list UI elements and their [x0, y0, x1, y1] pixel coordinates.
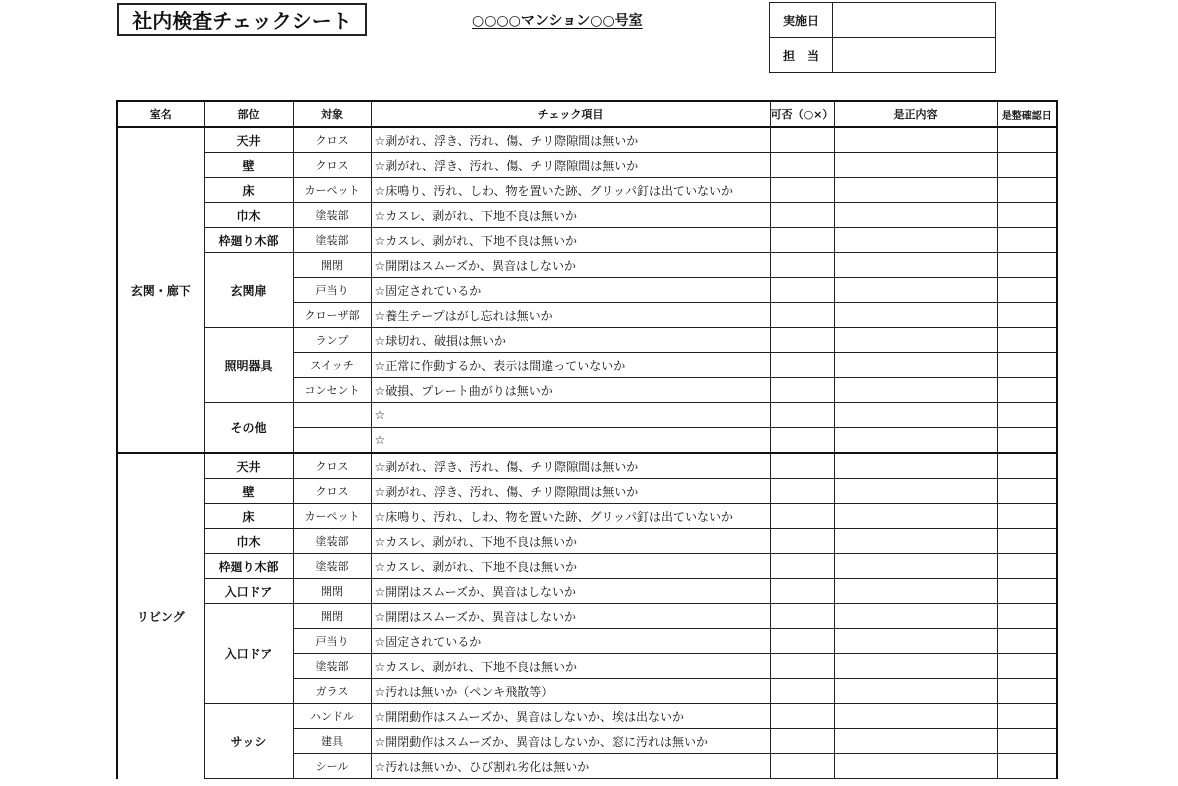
pass-fail-input[interactable]: [770, 203, 834, 228]
confirm-date-input[interactable]: [997, 554, 1057, 579]
correction-input[interactable]: [834, 178, 997, 203]
part-cell: その他: [204, 403, 293, 454]
correction-input[interactable]: [834, 253, 997, 278]
target-cell: 戸当り: [293, 278, 371, 303]
date-field[interactable]: [833, 3, 996, 38]
check-item-cell: ☆固定されているか: [371, 278, 770, 303]
target-cell: 建具: [293, 729, 371, 754]
check-item-cell[interactable]: ☆: [371, 428, 770, 454]
check-item-cell: ☆破損、プレート曲がりは無いか: [371, 378, 770, 403]
pass-fail-input[interactable]: [770, 278, 834, 303]
confirm-date-input[interactable]: [997, 579, 1057, 604]
table-row: [117, 554, 1057, 579]
pass-fail-input[interactable]: [770, 529, 834, 554]
table-row: [117, 127, 1057, 153]
confirm-date-input[interactable]: [997, 353, 1057, 378]
target-cell: クローザ部: [293, 303, 371, 328]
check-item-cell: ☆剥がれ、浮き、汚れ、傷、チリ際隙間は無いか: [371, 453, 770, 479]
part-cell: 天井: [204, 453, 293, 479]
check-item-cell: ☆養生テープはがし忘れは無いか: [371, 303, 770, 328]
table-row: [117, 228, 1057, 253]
check-item-cell: ☆カスレ、剥がれ、下地不良は無いか: [371, 203, 770, 228]
inspector-label: 担 当: [770, 38, 833, 73]
confirm-date-input[interactable]: [997, 378, 1057, 403]
col-header-correction: 是正内容: [834, 101, 997, 127]
confirm-date-input[interactable]: [997, 403, 1057, 428]
table-row: [117, 504, 1057, 529]
check-item-cell: ☆球切れ、破損は無いか: [371, 328, 770, 353]
part-cell: サッシ: [204, 704, 293, 779]
pass-fail-input[interactable]: [770, 428, 834, 454]
check-item-cell: ☆床鳴り、汚れ、しわ、物を置いた跡、グリッパ釘は出ていないか: [371, 504, 770, 529]
correction-input[interactable]: [834, 328, 997, 353]
target-cell: 開閉: [293, 579, 371, 604]
confirm-date-input[interactable]: [997, 654, 1057, 679]
part-cell: 床: [204, 504, 293, 529]
correction-input[interactable]: [834, 428, 997, 454]
target-cell: クロス: [293, 153, 371, 178]
table-row: [117, 479, 1057, 504]
pass-fail-input[interactable]: [770, 629, 834, 654]
pass-fail-input[interactable]: [770, 403, 834, 428]
col-header-part: 部位: [204, 101, 293, 127]
part-cell: 巾木: [204, 203, 293, 228]
table-row: [117, 579, 1057, 604]
page-title: 社内検査チェックシート: [117, 3, 367, 36]
table-row: [117, 453, 1057, 479]
check-item-cell: ☆開閉はスムーズか、異音はしないか: [371, 253, 770, 278]
check-item-cell: ☆開閉動作はスムーズか、異音はしないか、埃は出ないか: [371, 704, 770, 729]
confirm-date-input[interactable]: [997, 729, 1057, 754]
target-cell: ガラス: [293, 679, 371, 704]
check-item-cell[interactable]: ☆: [371, 403, 770, 428]
correction-input[interactable]: [834, 153, 997, 178]
correction-input[interactable]: [834, 529, 997, 554]
confirm-date-input[interactable]: [997, 203, 1057, 228]
confirm-date-input[interactable]: [997, 178, 1057, 203]
table-row: [117, 403, 1057, 428]
check-item-cell: ☆固定されているか: [371, 629, 770, 654]
col-header-target: 対象: [293, 101, 371, 127]
part-cell: 枠廻り木部: [204, 554, 293, 579]
check-item-cell: ☆カスレ、剥がれ、下地不良は無いか: [371, 228, 770, 253]
correction-input[interactable]: [834, 278, 997, 303]
pass-fail-input[interactable]: [770, 754, 834, 779]
part-cell: 照明器具: [204, 328, 293, 403]
part-cell: 床: [204, 178, 293, 203]
room-name-cell: 玄関・廊下: [117, 127, 204, 453]
confirm-date-input[interactable]: [997, 504, 1057, 529]
correction-input[interactable]: [834, 654, 997, 679]
part-cell: 天井: [204, 127, 293, 153]
inspection-table: [116, 100, 1058, 779]
target-cell: カーペット: [293, 178, 371, 203]
inspector-field[interactable]: [833, 38, 996, 73]
part-cell: 壁: [204, 153, 293, 178]
confirm-date-input[interactable]: [997, 629, 1057, 654]
table-row: [117, 604, 1057, 629]
property-name: ○○○○マンション○○号室: [472, 13, 643, 29]
check-item-cell: ☆剥がれ、浮き、汚れ、傷、チリ際隙間は無いか: [371, 127, 770, 153]
correction-input[interactable]: [834, 729, 997, 754]
target-cell: 戸当り: [293, 629, 371, 654]
pass-fail-input[interactable]: [770, 353, 834, 378]
target-cell: 塗装部: [293, 228, 371, 253]
confirm-date-input[interactable]: [997, 754, 1057, 779]
pass-fail-input[interactable]: [770, 554, 834, 579]
correction-input[interactable]: [834, 579, 997, 604]
col-header-confirm-date: 是整確認日: [997, 101, 1057, 127]
correction-input[interactable]: [834, 127, 997, 153]
inspection-info-box: [769, 2, 996, 73]
correction-input[interactable]: [834, 378, 997, 403]
date-label: 実施日: [770, 3, 833, 38]
table-row: [117, 203, 1057, 228]
target-cell: スイッチ: [293, 353, 371, 378]
check-item-cell: ☆剥がれ、浮き、汚れ、傷、チリ際隙間は無いか: [371, 153, 770, 178]
confirm-date-input[interactable]: [997, 428, 1057, 454]
correction-input[interactable]: [834, 679, 997, 704]
check-item-cell: ☆カスレ、剥がれ、下地不良は無いか: [371, 529, 770, 554]
target-cell: 塗装部: [293, 654, 371, 679]
pass-fail-input[interactable]: [770, 328, 834, 353]
correction-input[interactable]: [834, 303, 997, 328]
correction-input[interactable]: [834, 403, 997, 428]
pass-fail-input[interactable]: [770, 604, 834, 629]
pass-fail-input[interactable]: [770, 729, 834, 754]
correction-input[interactable]: [834, 479, 997, 504]
correction-input[interactable]: [834, 504, 997, 529]
part-cell: 枠廻り木部: [204, 228, 293, 253]
correction-input[interactable]: [834, 203, 997, 228]
check-item-cell: ☆正常に作動するか、表示は間違っていないか: [371, 353, 770, 378]
check-item-cell: ☆開閉はスムーズか、異音はしないか: [371, 579, 770, 604]
pass-fail-input[interactable]: [770, 479, 834, 504]
pass-fail-input[interactable]: [770, 654, 834, 679]
table-row: [117, 529, 1057, 554]
check-item-cell: ☆汚れは無いか（ペンキ飛散等）: [371, 679, 770, 704]
table-row: [117, 328, 1057, 353]
target-cell: カーペット: [293, 504, 371, 529]
part-cell: 巾木: [204, 529, 293, 554]
confirm-date-input[interactable]: [997, 228, 1057, 253]
check-item-cell: ☆カスレ、剥がれ、下地不良は無いか: [371, 654, 770, 679]
target-cell: 塗装部: [293, 554, 371, 579]
confirm-date-input[interactable]: [997, 253, 1057, 278]
col-header-check-item: チェック項目: [371, 101, 770, 127]
col-header-room: 室名: [117, 101, 204, 127]
target-cell: 塗装部: [293, 203, 371, 228]
target-cell: シール: [293, 754, 371, 779]
correction-input[interactable]: [834, 228, 997, 253]
correction-input[interactable]: [834, 604, 997, 629]
part-cell: 入口ドア: [204, 604, 293, 704]
correction-input[interactable]: [834, 453, 997, 479]
confirm-date-input[interactable]: [997, 328, 1057, 353]
target-cell: クロス: [293, 479, 371, 504]
check-item-cell: ☆剥がれ、浮き、汚れ、傷、チリ際隙間は無いか: [371, 479, 770, 504]
confirm-date-input[interactable]: [997, 704, 1057, 729]
confirm-date-input[interactable]: [997, 303, 1057, 328]
confirm-date-input[interactable]: [997, 153, 1057, 178]
check-item-cell: ☆床鳴り、汚れ、しわ、物を置いた跡、グリッパ釘は出ていないか: [371, 178, 770, 203]
target-cell: 開閉: [293, 253, 371, 278]
confirm-date-input[interactable]: [997, 453, 1057, 479]
target-cell: ランプ: [293, 328, 371, 353]
part-cell: 入口ドア: [204, 579, 293, 604]
pass-fail-input[interactable]: [770, 178, 834, 203]
target-cell: 塗装部: [293, 529, 371, 554]
confirm-date-input[interactable]: [997, 604, 1057, 629]
check-item-cell: ☆カスレ、剥がれ、下地不良は無いか: [371, 554, 770, 579]
pass-fail-input[interactable]: [770, 303, 834, 328]
confirm-date-input[interactable]: [997, 278, 1057, 303]
part-cell: 玄関扉: [204, 253, 293, 328]
room-name-cell: リビング: [117, 453, 204, 779]
table-row: [117, 253, 1057, 278]
table-row: [117, 178, 1057, 203]
target-cell[interactable]: [293, 428, 371, 454]
pass-fail-input[interactable]: [770, 127, 834, 153]
pass-fail-input[interactable]: [770, 153, 834, 178]
pass-fail-input[interactable]: [770, 579, 834, 604]
confirm-date-input[interactable]: [997, 529, 1057, 554]
correction-input[interactable]: [834, 353, 997, 378]
pass-fail-input[interactable]: [770, 228, 834, 253]
pass-fail-input[interactable]: [770, 679, 834, 704]
check-item-cell: ☆開閉動作はスムーズか、異音はしないか、窓に汚れは無いか: [371, 729, 770, 754]
check-item-cell: ☆汚れは無いか、ひび割れ劣化は無いか: [371, 754, 770, 779]
target-cell: 開閉: [293, 604, 371, 629]
target-cell: ハンドル: [293, 704, 371, 729]
check-item-cell: ☆開閉はスムーズか、異音はしないか: [371, 604, 770, 629]
table-header-row: [117, 101, 1057, 127]
pass-fail-input[interactable]: [770, 378, 834, 403]
correction-input[interactable]: [834, 554, 997, 579]
confirm-date-input[interactable]: [997, 127, 1057, 153]
pass-fail-input[interactable]: [770, 704, 834, 729]
part-cell: 壁: [204, 479, 293, 504]
pass-fail-input[interactable]: [770, 253, 834, 278]
target-cell: クロス: [293, 127, 371, 153]
col-header-pass-fail: 可否（○×）: [770, 101, 834, 127]
table-row: [117, 704, 1057, 729]
target-cell: コンセント: [293, 378, 371, 403]
correction-input[interactable]: [834, 629, 997, 654]
target-cell[interactable]: [293, 403, 371, 428]
target-cell: クロス: [293, 453, 371, 479]
correction-input[interactable]: [834, 704, 997, 729]
confirm-date-input[interactable]: [997, 479, 1057, 504]
confirm-date-input[interactable]: [997, 679, 1057, 704]
pass-fail-input[interactable]: [770, 453, 834, 479]
pass-fail-input[interactable]: [770, 504, 834, 529]
table-row: [117, 153, 1057, 178]
correction-input[interactable]: [834, 754, 997, 779]
